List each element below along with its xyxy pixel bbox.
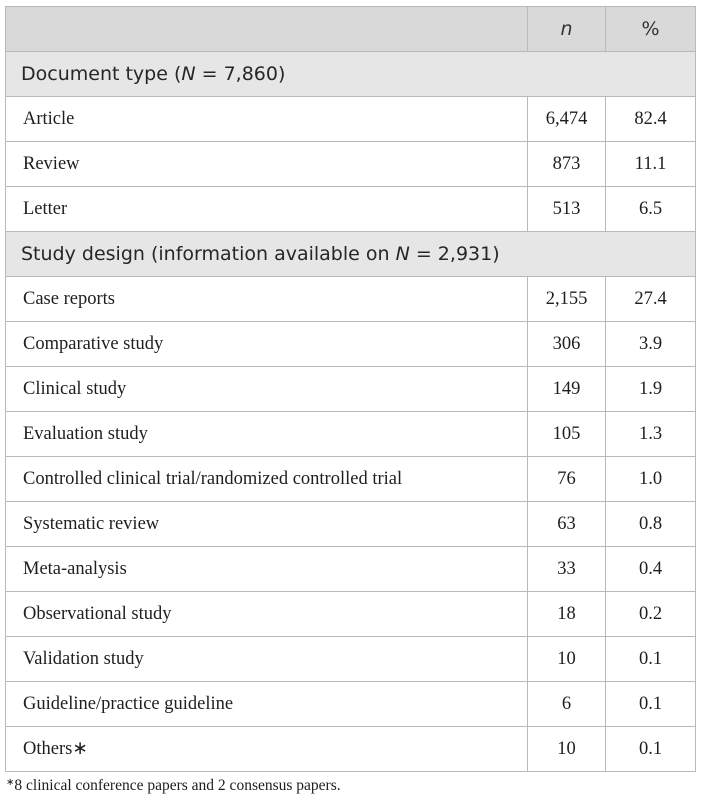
- footnote: [6, 777, 341, 795]
- header-percent: %: [606, 7, 696, 52]
- section-title: [6, 52, 696, 97]
- row-percent: 82.4: [606, 97, 696, 142]
- row-percent: 0.1: [606, 727, 696, 772]
- footnote-marker: ∗: [6, 777, 15, 788]
- row-label: Validation study: [6, 637, 528, 682]
- row-percent: 27.4: [606, 277, 696, 322]
- table-row: [6, 412, 696, 457]
- table-body: [6, 52, 696, 772]
- row-label: Guideline/practice guideline: [6, 682, 528, 727]
- row-label: Letter: [6, 187, 528, 232]
- row-percent: 0.1: [606, 682, 696, 727]
- table-header-row: [6, 7, 696, 52]
- table-row: [6, 277, 696, 322]
- row-percent: 0.1: [606, 637, 696, 682]
- section-title-prefix: Study design (information available on: [21, 243, 396, 265]
- row-label: Clinical study: [6, 367, 528, 412]
- row-percent: 0.2: [606, 592, 696, 637]
- row-percent: 1.0: [606, 457, 696, 502]
- row-label: Case reports: [6, 277, 528, 322]
- row-label: Evaluation study: [6, 412, 528, 457]
- section-title-suffix: = 2,931): [409, 243, 500, 265]
- row-n: 10: [528, 727, 606, 772]
- row-label: Controlled clinical trial/randomized controlled trial: [6, 457, 528, 502]
- section-title: [6, 232, 696, 277]
- table-row: [6, 682, 696, 727]
- row-n: 33: [528, 547, 606, 592]
- table-row: [6, 367, 696, 412]
- row-percent: 3.9: [606, 322, 696, 367]
- table-row: [6, 592, 696, 637]
- section-title-variable: N: [395, 243, 410, 265]
- table-row: [6, 637, 696, 682]
- row-percent: 1.9: [606, 367, 696, 412]
- row-percent: 0.8: [606, 502, 696, 547]
- row-n: 6,474: [528, 97, 606, 142]
- row-n: 873: [528, 142, 606, 187]
- section-header-row: [6, 52, 696, 97]
- section-title-variable: N: [181, 63, 196, 85]
- table-row: [6, 322, 696, 367]
- row-n: 6: [528, 682, 606, 727]
- table-row: [6, 457, 696, 502]
- row-label: Article: [6, 97, 528, 142]
- row-percent: 1.3: [606, 412, 696, 457]
- row-n: 63: [528, 502, 606, 547]
- row-n: 18: [528, 592, 606, 637]
- row-n: 76: [528, 457, 606, 502]
- row-n: 513: [528, 187, 606, 232]
- table-row: [6, 547, 696, 592]
- row-n: 2,155: [528, 277, 606, 322]
- table-row: [6, 187, 696, 232]
- row-n: 306: [528, 322, 606, 367]
- row-percent: 0.4: [606, 547, 696, 592]
- footnote-text: 8 clinical conference papers and 2 consensus papers.: [14, 777, 341, 794]
- row-n: 10: [528, 637, 606, 682]
- header-label-cell: [6, 7, 528, 52]
- table-row: [6, 502, 696, 547]
- row-label: Meta-analysis: [6, 547, 528, 592]
- row-percent: 11.1: [606, 142, 696, 187]
- row-n: 149: [528, 367, 606, 412]
- study-table: [5, 6, 696, 772]
- row-label: Review: [6, 142, 528, 187]
- row-label: Others∗: [6, 727, 528, 772]
- table-row: [6, 97, 696, 142]
- row-label: Observational study: [6, 592, 528, 637]
- row-n: 105: [528, 412, 606, 457]
- table-row: [6, 142, 696, 187]
- table-row: [6, 727, 696, 772]
- row-label: Comparative study: [6, 322, 528, 367]
- row-label: Systematic review: [6, 502, 528, 547]
- header-n: n: [528, 7, 606, 52]
- row-percent: 6.5: [606, 187, 696, 232]
- section-title-suffix: = 7,860): [195, 63, 286, 85]
- section-header-row: [6, 232, 696, 277]
- section-title-prefix: Document type (: [21, 63, 182, 85]
